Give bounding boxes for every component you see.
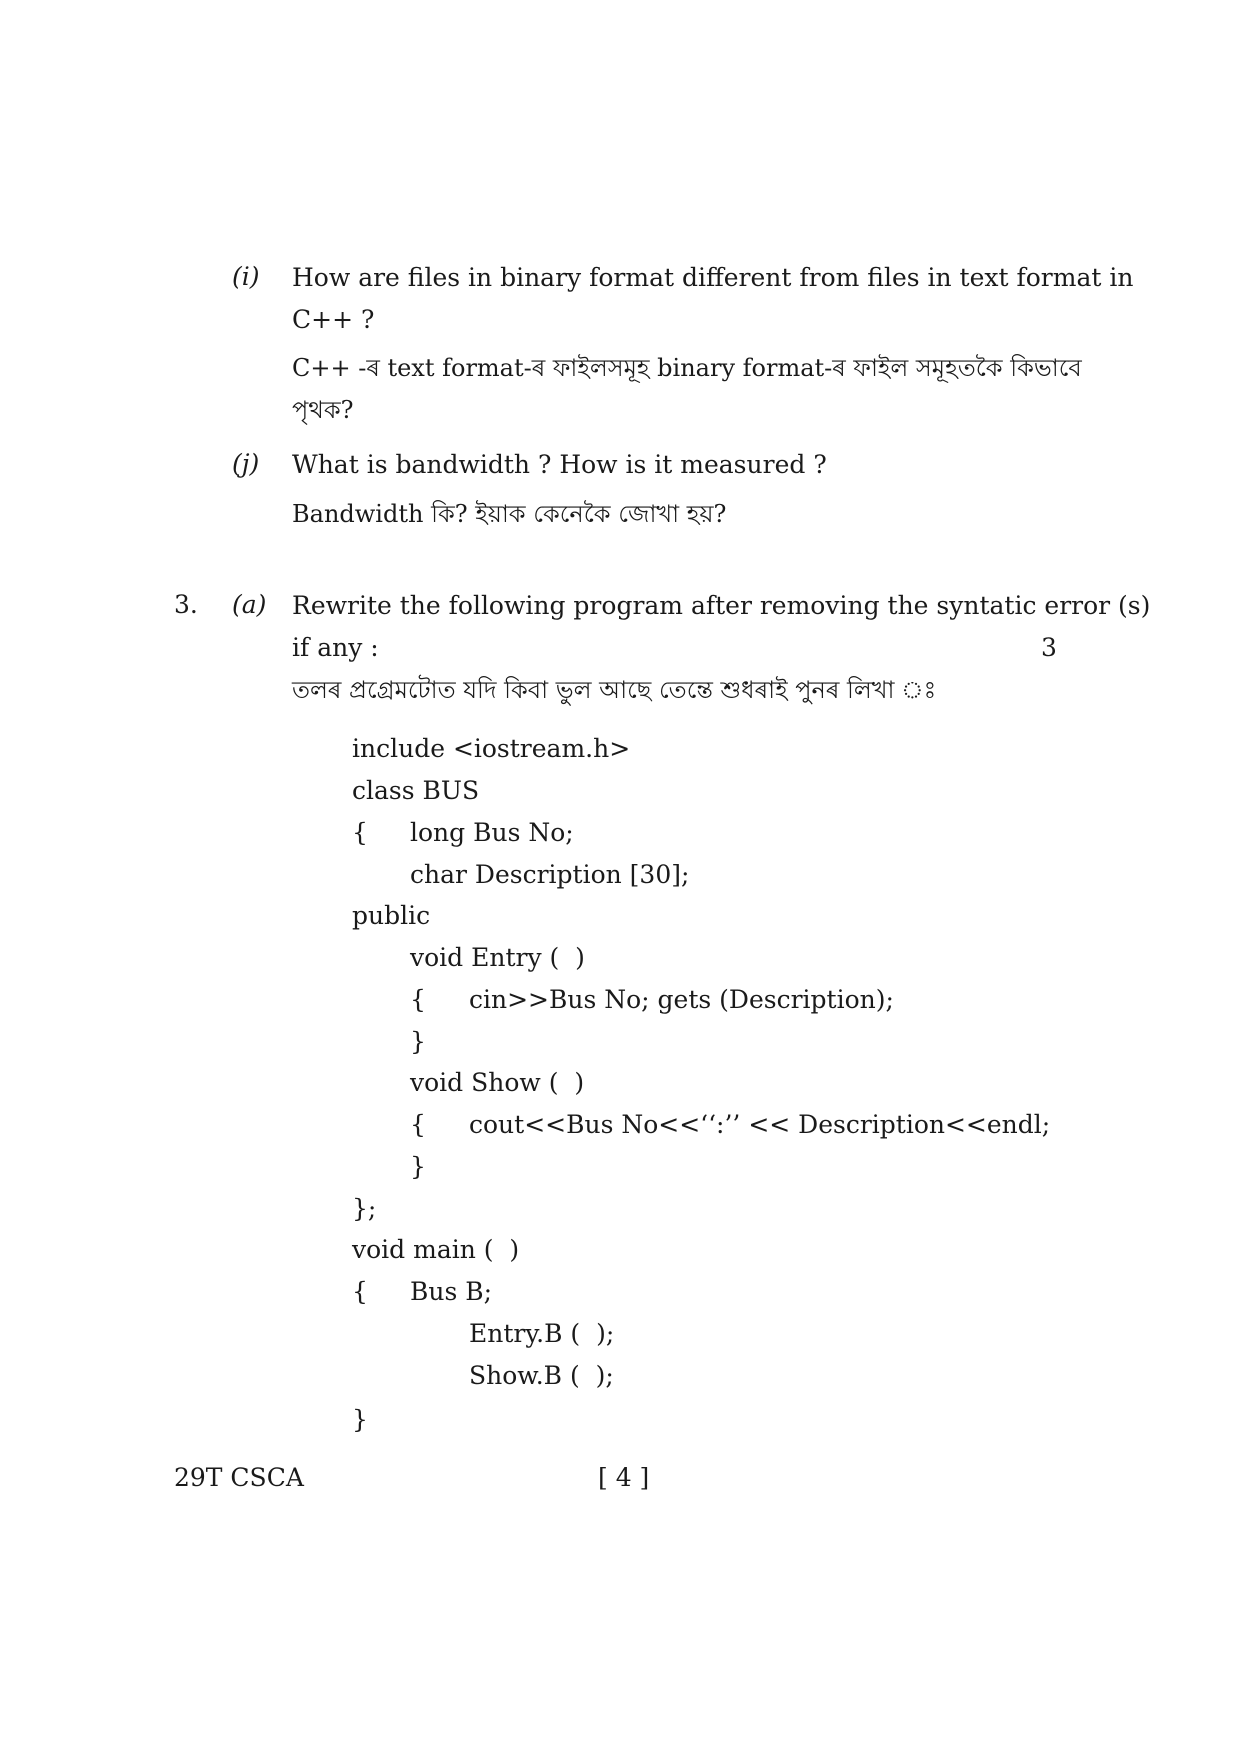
- question-i-english-line1: How are files in binary format different from files in text format in: [292, 263, 1134, 292]
- code-line: }: [352, 1405, 368, 1434]
- code-line: include <iostream.h>: [352, 734, 631, 763]
- code-line: long Bus No;: [410, 818, 574, 847]
- code-line: }: [410, 1027, 426, 1056]
- question-3a-marks: 3: [1041, 633, 1057, 662]
- code-line: cin>>Bus No; gets (Description);: [469, 985, 894, 1014]
- question-i-assamese-line1: C++ -ৰ text format-ৰ ফাইলসমূহ binary format-ৰ ফাইল সমূহতকৈ কিভাবে: [292, 354, 1082, 382]
- code-line: cout<<Bus No<<‘‘:’’ << Description<<endl;: [469, 1110, 1051, 1139]
- question-j-english: What is bandwidth ? How is it measured ?: [292, 450, 827, 479]
- code-line: Show.B ( );: [469, 1361, 614, 1390]
- question-3a-assamese: তলৰ প্ৰগ্ৰেমটোত যদি কিবা ভুল আছে তেন্তে শুধৰাই পুনৰ লিখা ঃ: [292, 676, 937, 704]
- question-3a-english-line1: Rewrite the following program after removing the syntatic error (s): [292, 591, 1151, 620]
- code-line: public: [352, 901, 431, 930]
- code-line: };: [352, 1194, 377, 1223]
- paper-code: 29T CSCA: [174, 1463, 304, 1492]
- question-3a-label: (a): [232, 590, 267, 619]
- code-line: {: [410, 985, 426, 1014]
- code-line: }: [410, 1152, 426, 1181]
- code-line: void Entry ( ): [410, 943, 585, 972]
- code-line: Entry.B ( );: [469, 1319, 615, 1348]
- question-3a-english-line2: if any :: [292, 633, 379, 662]
- question-i-label: (i): [232, 262, 260, 291]
- code-line: class BUS: [352, 776, 480, 805]
- code-line: char Description [30];: [410, 860, 690, 889]
- question-i-assamese-line2: পৃথক?: [292, 396, 354, 424]
- question-i-english-line2: C++ ?: [292, 305, 375, 334]
- code-line: {: [352, 818, 368, 847]
- question-3-number: 3.: [174, 590, 198, 619]
- code-line: void main ( ): [352, 1235, 520, 1264]
- question-j-assamese: Bandwidth কি? ইয়াক কেনেকৈ জোখা হয়?: [292, 500, 727, 528]
- code-line: Bus B;: [410, 1277, 493, 1306]
- code-line: void Show ( ): [410, 1068, 585, 1097]
- code-line: {: [410, 1110, 426, 1139]
- page-number: [ 4 ]: [598, 1463, 650, 1492]
- question-j-label: (j): [232, 449, 260, 478]
- code-line: {: [352, 1277, 368, 1306]
